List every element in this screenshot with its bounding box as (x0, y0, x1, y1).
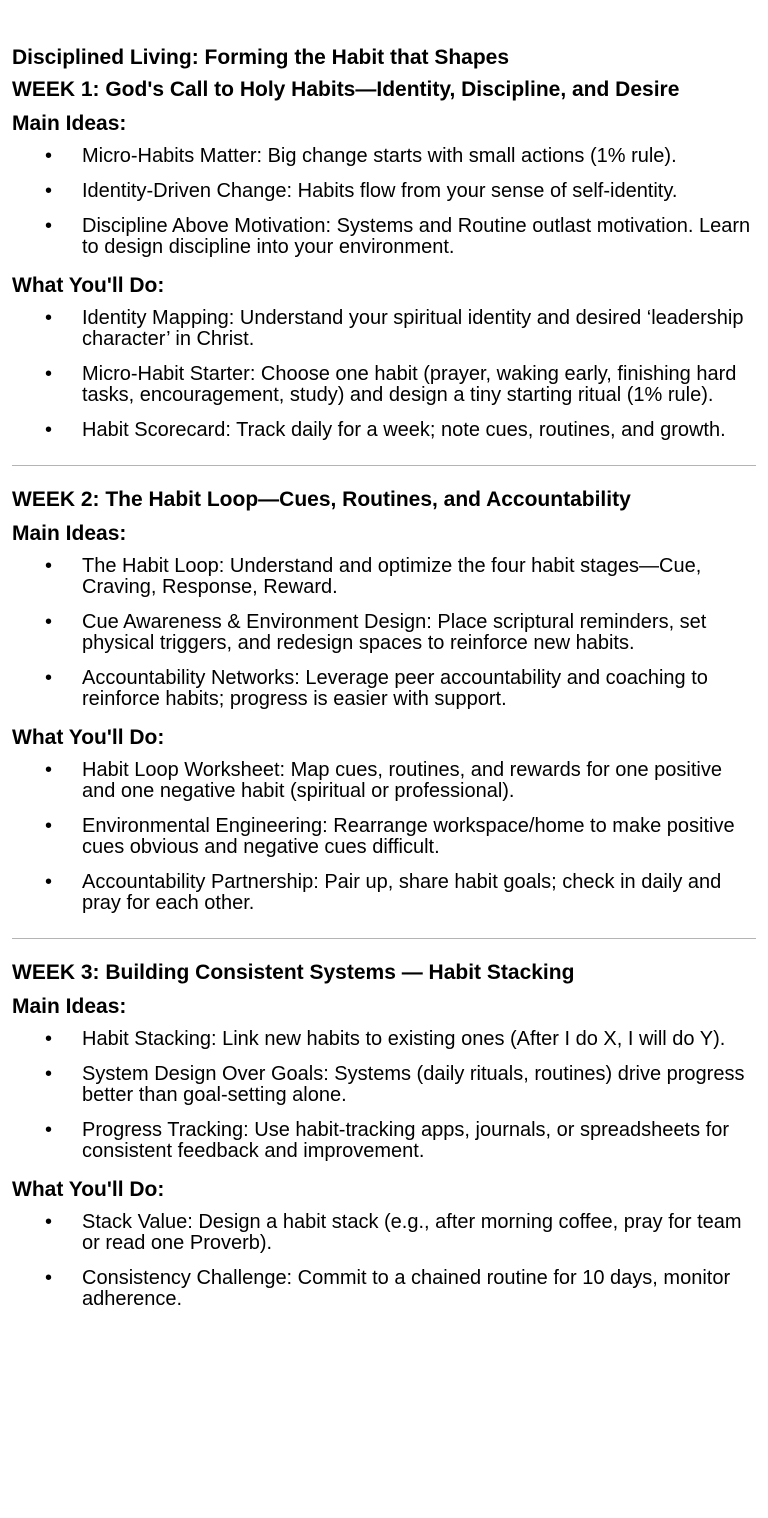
week-1-main-ideas-heading: Main Ideas: (12, 112, 127, 135)
list-item: • Environmental Engineering: Rearrange workspace/home to make positive cues obvious and negative cues difficult. (12, 816, 756, 858)
week-3-todo-heading: What You'll Do: (12, 1178, 165, 1201)
week-1-todo-list (12, 308, 756, 441)
list-item: • Consistency Challenge: Commit to a chained routine for 10 days, monitor adherence. (12, 1268, 756, 1310)
document-title: Disciplined Living: Forming the Habit that Shapes (12, 46, 510, 69)
week-3-main-ideas-list (12, 1029, 756, 1162)
list-item: • Habit Loop Worksheet: Map cues, routines, and rewards for one positive and one negative habit (spiritual or professional). (12, 760, 756, 802)
week-1-main-ideas-list (12, 146, 756, 258)
week-3-title: WEEK 3: Building Consistent Systems — Habit Stacking (12, 961, 575, 984)
list-item: • Accountability Networks: Leverage peer accountability and coaching to reinforce habits; progress is easier with support. (12, 668, 756, 710)
list-item: • Micro-Habit Starter: Choose one habit (prayer, waking early, finishing hard tasks, encouragement, study) and design a tiny starting ritual (1% rule). (12, 364, 756, 406)
week-3-main-ideas-heading: Main Ideas: (12, 995, 127, 1018)
week-3-todo-list (12, 1212, 756, 1310)
week-2-todo-list (12, 760, 756, 914)
list-item: • Identity-Driven Change: Habits flow from your sense of self-identity. (12, 181, 756, 202)
list-item: • Cue Awareness & Environment Design: Place scriptural reminders, set physical triggers, and redesign spaces to reinforce new habits. (12, 612, 756, 654)
week-1-section (12, 76, 756, 441)
week-3-section (12, 959, 756, 1310)
list-item: • Discipline Above Motivation: Systems and Routine outlast motivation. Learn to design discipline into your environment. (12, 216, 756, 258)
list-item: • Progress Tracking: Use habit-tracking apps, journals, or spreadsheets for consistent feedback and improvement. (12, 1120, 756, 1162)
week-2-main-ideas-list (12, 556, 756, 710)
week-2-main-ideas-heading: Main Ideas: (12, 522, 127, 545)
week-2-title: WEEK 2: The Habit Loop—Cues, Routines, and Accountability (12, 488, 631, 511)
list-item: • System Design Over Goals: Systems (daily rituals, routines) drive progress better than goal-setting alone. (12, 1064, 756, 1106)
week-1-title: WEEK 1: God's Call to Holy Habits—Identity, Discipline, and Desire (12, 78, 680, 101)
list-item: • Accountability Partnership: Pair up, share habit goals; check in daily and pray for each other. (12, 872, 756, 914)
week-2-section (12, 486, 756, 914)
week-2-todo-heading: What You'll Do: (12, 726, 165, 749)
week-1-todo-heading: What You'll Do: (12, 274, 165, 297)
section-divider (12, 465, 756, 466)
list-item: • Habit Stacking: Link new habits to existing ones (After I do X, I will do Y). (12, 1029, 756, 1050)
list-item: • Stack Value: Design a habit stack (e.g., after morning coffee, pray for team or read one Proverb). (12, 1212, 756, 1254)
list-item: • Habit Scorecard: Track daily for a week; note cues, routines, and growth. (12, 420, 756, 441)
list-item: • Identity Mapping: Understand your spiritual identity and desired ‘leadership character’ in Christ. (12, 308, 756, 350)
list-item: • Micro-Habits Matter: Big change starts with small actions (1% rule). (12, 146, 756, 167)
list-item: • The Habit Loop: Understand and optimize the four habit stages—Cue, Craving, Response, Reward. (12, 556, 756, 598)
section-divider (12, 938, 756, 939)
